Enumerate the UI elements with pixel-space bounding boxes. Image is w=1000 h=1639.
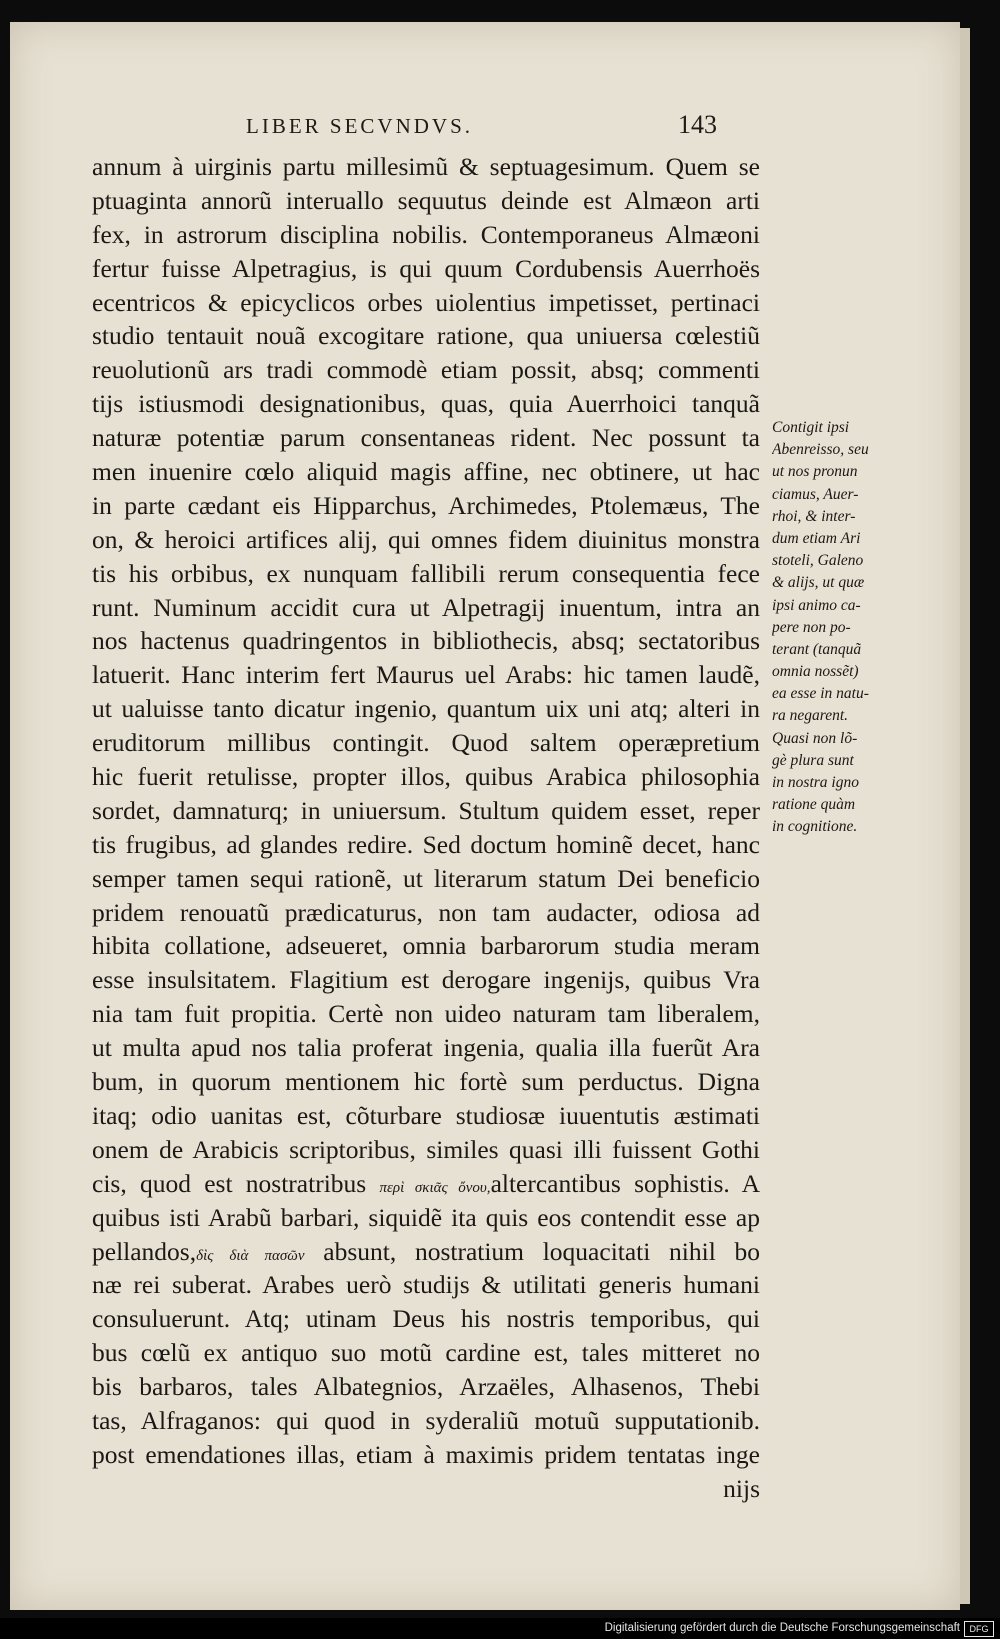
marginal-line: rhoi, & inter- (772, 507, 856, 525)
text-line: naturæ potentiæ parum consentaneas rident. Nec possunt ta (92, 423, 760, 453)
footer-bar (0, 1618, 1000, 1639)
text-line: studio tentauit nouã excogitare ratione, qua uniuersa cœlestiũ (92, 321, 760, 351)
greek-phrase: δὶς διὰ πασῶν (196, 1247, 305, 1264)
text-line: tijs istiusmodi designationibus, quas, quia Auerrhoici tanquã (92, 389, 760, 419)
marginal-line: pere non po- (772, 618, 851, 636)
text-line: tis his orbibus, ex nunquam fallibili rerum consequentia fece (92, 558, 760, 588)
marginal-line: ea esse in natu- (772, 685, 869, 703)
text-line: reuolutionũ ars tradi commodè etiam possit, absq; commenti (92, 355, 760, 385)
text-line-with-greek (92, 1235, 760, 1269)
marginal-line: dum etiam Ari (772, 529, 861, 547)
text-line: runt. Numinum accidit cura ut Alpetragij inuentum, intra an (92, 592, 760, 622)
text-line: hic fuerit retulisse, propter illos, quibus Arabica philosophia (92, 762, 760, 792)
text-line: sordet, damnaturq; in uniuersum. Stultum quidem esset, reper (92, 795, 760, 825)
text-line-with-greek (92, 1167, 760, 1201)
text-line: consuluerunt. Atq; utinam Deus his nostris temporibus, qui (92, 1304, 760, 1334)
marginal-line: Contigit ipsi (772, 419, 850, 436)
marginal-line: Quasi non lõ- (772, 729, 858, 747)
text-line: annum à uirginis partu millesimũ & septuagesimum. Quem se (92, 152, 760, 181)
marginal-line: Abenreisso, seu (772, 441, 869, 459)
text-line: on, & heroici artifices alij, qui omnes fidem diuinitus monstra (92, 524, 760, 554)
marginal-line: in nostra igno (772, 774, 859, 791)
text-segment: altercantibus sophistis. A (490, 1168, 760, 1198)
text-line: esse insulsitatem. Flagitium est derogare ingenijs, quibus Vra (92, 965, 760, 995)
text-line: næ rei suberat. Arabes uerò studijs & utilitati generis humani (92, 1270, 760, 1300)
catchword: nijs (723, 1473, 760, 1503)
text-line: hibita collatione, adseueret, omnia barbarorum studia meram (92, 931, 760, 961)
text-line: fex, in astrorum disciplina nobilis. Contemporaneus Almæoni (92, 219, 760, 249)
text-line: bis barbaros, tales Albategnios, Arzaëles, Alhasenos, Thebi (92, 1372, 760, 1402)
body-text (92, 150, 760, 1506)
text-line: men inuenire cœlo aliquid magis affine, nec obtinere, ut hac (92, 457, 760, 487)
text-line: quibus isti Arabũ barbari, siquidẽ ita quis eos contendit esse ap (92, 1202, 760, 1232)
text-line: itaq; odio uanitas est, cõturbare studiosæ iuuentutis æstimati (92, 1100, 760, 1130)
text-line: pridem renouatũ prædicaturus, non tam audacter, odiosa ad (92, 897, 760, 927)
page-edge (960, 28, 970, 1604)
text-line: tas, Alfraganos: qui quod in syderaliũ motuũ supputationib. (92, 1405, 760, 1435)
book-page (10, 22, 960, 1610)
text-line: bus cœlũ ex antiquo suo motũ cardine est, tales mitteret no (92, 1338, 760, 1368)
greek-phrase: περὶ σκιᾶς ὄνου, (379, 1179, 491, 1196)
marginal-line: ciamus, Auer- (772, 485, 859, 503)
funding-credit: Digitalisierung gefördert durch die Deutsche Forschungsgemeinschaft (604, 1622, 960, 1634)
text-line: nia tam fuit propitia. Certè non uideo naturam tam liberalem, (92, 999, 760, 1029)
text-line: onem de Arabicis scriptoribus, similes quasi illi fuissent Gothi (92, 1134, 760, 1164)
marginal-line: omnia nossẽt) (772, 663, 859, 681)
text-line: nos hactenus quadringentos in bibliothecis, absq; sectatoribus (92, 626, 760, 656)
marginal-line: ipsi animo ca- (772, 596, 861, 614)
text-line: eruditorum millibus contingit. Quod saltem operæpretium (92, 728, 760, 758)
page-number: 143 (678, 110, 717, 139)
text-segment: cis, quod est nostratribus (92, 1168, 367, 1198)
marginal-line: ra negarent. (772, 707, 849, 725)
marginal-line: ut nos pronun (772, 463, 858, 481)
marginal-note (772, 417, 890, 839)
text-line: ut ualuisse tanto dicatur ingenio, quantum uix uni atq; alteri in (92, 694, 760, 724)
marginal-line: in cognitione. (772, 818, 858, 836)
text-line: ecentricos & epicyclicos orbes uiolentius impetisset, pertinaci (92, 287, 760, 317)
text-segment: absunt, nostratium loquacitati nihil bo (323, 1236, 760, 1266)
text-line: post emendationes illas, etiam à maximis pridem tentatas inge (92, 1439, 760, 1469)
marginal-line: gè plura sunt (772, 751, 854, 769)
text-line: ut multa apud nos talia proferat ingenia, qualia illa fuerũt Ara (92, 1033, 760, 1063)
marginal-line: stoteli, Galeno (772, 552, 864, 570)
marginal-line: terant (tanquã (772, 640, 862, 658)
text-line: in parte cædant eis Hipparchus, Archimedes, Ptolemæus, The (92, 490, 760, 520)
text-line: ptuaginta annorũ interuallo sequutus deinde est Almæon arti (92, 185, 760, 215)
running-head: LIBER SECVNDVS. (246, 114, 474, 138)
marginal-line: & alijs, ut quæ (772, 574, 865, 592)
text-line: semper tamen sequi rationẽ, ut literarum statum Dei beneficio (92, 863, 760, 893)
text-segment: pellandos, (92, 1236, 197, 1266)
text-line: latuerit. Hanc interim fert Maurus uel Arabs: hic tamen laudẽ, (92, 660, 760, 690)
marginal-line: ratione quàm (772, 796, 856, 814)
text-line: bum, in quorum mentionem hic fortè sum perductus. Digna (92, 1067, 760, 1097)
dfg-logo: DFG (964, 1621, 994, 1637)
text-line: fertur fuisse Alpetragius, is qui quum Cordubensis Auerrhoës (92, 253, 760, 283)
text-line: tis frugibus, ad glandes redire. Sed doctum hominẽ decet, hanc (92, 829, 760, 859)
